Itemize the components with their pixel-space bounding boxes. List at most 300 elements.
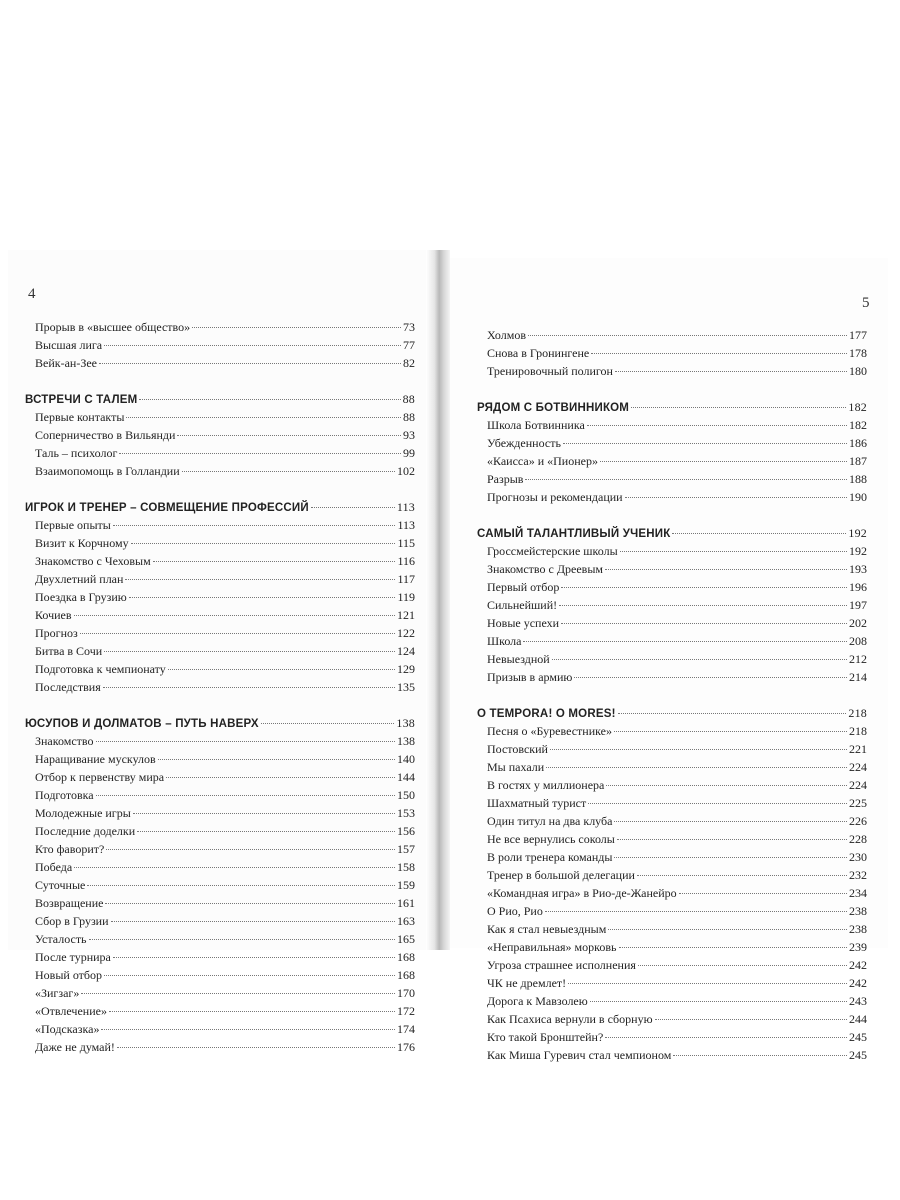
toc-entry-page: 177 <box>849 328 867 342</box>
toc-entry-title: «Каисса» и «Пионер» <box>487 454 598 468</box>
dot-leader <box>125 579 395 580</box>
toc-entry <box>477 740 867 758</box>
toc-entry <box>477 668 867 686</box>
toc-entry-page: 228 <box>849 832 867 846</box>
toc-entry-title: Не все вернулись соколы <box>487 832 615 846</box>
dot-leader <box>131 543 396 544</box>
toc-entry-page: 88 <box>403 410 415 424</box>
toc-entry-page: 244 <box>849 1012 867 1026</box>
dot-leader <box>559 605 847 606</box>
dot-leader <box>525 479 847 480</box>
dot-leader <box>129 597 396 598</box>
toc-entry <box>477 542 867 560</box>
toc-entry-page: 144 <box>397 770 415 784</box>
dot-leader <box>166 777 395 778</box>
toc-entry <box>25 876 415 894</box>
toc-entry-title: Холмов <box>487 328 526 342</box>
toc-entry-page: 245 <box>849 1030 867 1044</box>
toc-section-heading <box>25 714 415 732</box>
toc-entry-title: Двухлетний план <box>35 572 124 586</box>
toc-entry-page: 113 <box>397 518 415 532</box>
dot-leader <box>625 497 847 498</box>
toc-section-heading <box>477 704 867 722</box>
toc-entry-title: Молодежные игры <box>35 806 131 820</box>
toc-entry-title: Даже не думай! <box>35 1040 115 1054</box>
toc-entry-title: Постовский <box>487 742 548 756</box>
toc-entry-page: 232 <box>849 868 867 882</box>
toc-entry-title: Битва в Сочи <box>35 644 103 658</box>
toc-entry-title: Песня о «Буревестнике» <box>487 724 612 738</box>
toc-entry-title: Разрыв <box>487 472 524 486</box>
toc-entry-page: 102 <box>397 464 415 478</box>
toc-entry-title: Как Псахиса вернули в сборную <box>487 1012 653 1026</box>
toc-entry <box>477 1046 867 1064</box>
dot-leader <box>104 651 395 652</box>
toc-entry-page: 192 <box>848 526 867 540</box>
dot-leader <box>679 893 847 894</box>
toc-entry-page: 178 <box>849 346 867 360</box>
toc-entry <box>25 642 415 660</box>
toc-entry <box>477 362 867 380</box>
dot-leader <box>550 749 847 750</box>
toc-entry-page: 197 <box>849 598 867 612</box>
toc-entry-page: 115 <box>397 536 415 550</box>
toc-entry-title: Новые успехи <box>487 616 560 630</box>
toc-entry-title: После турнира <box>35 950 111 964</box>
toc-entry-title: В роли тренера команды <box>487 850 613 864</box>
dot-leader <box>619 947 847 948</box>
toc-entry-title: «Отвлечение» <box>35 1004 107 1018</box>
toc-entry <box>25 732 415 750</box>
toc-entry-title: Взаимопомощь в Голландии <box>35 464 180 478</box>
toc-entry-title: «Подсказка» <box>35 1022 100 1036</box>
dot-leader <box>137 831 395 832</box>
toc-entry <box>477 902 867 920</box>
dot-leader <box>81 993 395 994</box>
toc-entry-page: 119 <box>397 590 415 604</box>
dot-leader <box>608 929 847 930</box>
toc-entry-page: 238 <box>849 922 867 936</box>
dot-leader <box>311 507 395 508</box>
dot-leader <box>587 425 847 426</box>
dot-leader <box>104 975 395 976</box>
toc-entry-title: Сбор в Грузии <box>35 914 109 928</box>
toc-entry-page: 99 <box>403 446 415 460</box>
dot-leader <box>74 615 395 616</box>
dot-leader <box>153 561 396 562</box>
toc-entry-title: Подготовка к чемпионату <box>35 662 166 676</box>
toc-entry <box>477 470 867 488</box>
toc-entry-page: 238 <box>849 904 867 918</box>
right-table-of-contents <box>477 326 867 1064</box>
dot-leader <box>96 741 396 742</box>
toc-entry <box>477 614 867 632</box>
toc-entry-page: 161 <box>397 896 415 910</box>
toc-entry <box>477 1028 867 1046</box>
toc-entry-title: Первый отбор <box>487 580 560 594</box>
toc-entry-title: О Рио, Рио <box>487 904 543 918</box>
dot-leader <box>113 525 396 526</box>
toc-entry-title: Отбор к первенству мира <box>35 770 165 784</box>
dot-leader <box>615 371 847 372</box>
toc-entry-title: Первые опыты <box>35 518 111 532</box>
dot-leader <box>101 1029 395 1030</box>
toc-entry-title: Тренировочный полигон <box>487 364 613 378</box>
toc-entry-page: 138 <box>396 716 415 730</box>
toc-entry-page: 163 <box>397 914 415 928</box>
toc-entry <box>477 848 867 866</box>
toc-entry <box>477 596 867 614</box>
section-spacer <box>25 372 415 390</box>
toc-entry-title: Один титул на два клуба <box>487 814 613 828</box>
toc-entry-page: 172 <box>397 1004 415 1018</box>
toc-entry-page: 188 <box>849 472 867 486</box>
toc-entry-title: Дорога к Мавзолею <box>487 994 588 1008</box>
toc-entry-title: РЯДОМ С БОТВИННИКОМ <box>477 402 630 414</box>
toc-entry-page: 212 <box>849 652 867 666</box>
toc-entry <box>477 992 867 1010</box>
toc-entry <box>477 632 867 650</box>
toc-entry <box>25 552 415 570</box>
dot-leader <box>546 767 847 768</box>
toc-entry-title: Знакомство <box>35 734 94 748</box>
toc-entry-title: Визит к Корчному <box>35 536 129 550</box>
right-page-number: 5 <box>862 295 870 311</box>
toc-entry <box>25 750 415 768</box>
toc-entry <box>25 516 415 534</box>
dot-leader <box>168 669 395 670</box>
dot-leader <box>588 803 847 804</box>
dot-leader <box>672 533 846 534</box>
toc-entry <box>25 606 415 624</box>
toc-entry-page: 196 <box>849 580 867 594</box>
toc-entry-page: 218 <box>849 724 867 738</box>
toc-entry-title: Наращивание мускулов <box>35 752 156 766</box>
toc-entry-title: Кто такой Бронштейн? <box>487 1030 604 1044</box>
toc-entry-title: Кочиев <box>35 608 72 622</box>
toc-entry-page: 226 <box>849 814 867 828</box>
toc-entry <box>25 786 415 804</box>
toc-entry <box>477 416 867 434</box>
dot-leader <box>618 713 847 714</box>
left-page-number: 4 <box>28 286 36 302</box>
toc-entry-page: 242 <box>849 976 867 990</box>
toc-entry-title: Знакомство с Чеховым <box>35 554 151 568</box>
toc-entry-page: 239 <box>849 940 867 954</box>
toc-entry-page: 138 <box>397 734 415 748</box>
dot-leader <box>106 849 395 850</box>
toc-entry-title: Поездка в Грузию <box>35 590 127 604</box>
toc-entry-title: Победа <box>35 860 73 874</box>
dot-leader <box>99 363 401 364</box>
dot-leader <box>177 435 401 436</box>
toc-entry-page: 93 <box>403 428 415 442</box>
toc-entry-page: 221 <box>849 742 867 756</box>
dot-leader <box>600 461 847 462</box>
dot-leader <box>74 867 395 868</box>
toc-entry-page: 192 <box>849 544 867 558</box>
dot-leader <box>620 551 847 552</box>
toc-entry-page: 242 <box>849 958 867 972</box>
toc-entry-page: 243 <box>849 994 867 1008</box>
toc-entry-title: В гостях у миллионера <box>487 778 605 792</box>
toc-entry-title: Как Миша Гуревич стал чемпионом <box>487 1048 672 1062</box>
toc-entry-title: Сильнейший! <box>487 598 558 612</box>
toc-entry-title: Последние доделки <box>35 824 136 838</box>
toc-entry-page: 124 <box>397 644 415 658</box>
toc-entry <box>477 560 867 578</box>
toc-entry <box>25 948 415 966</box>
toc-entry-page: 202 <box>849 616 867 630</box>
dot-leader <box>637 875 847 876</box>
dot-leader <box>561 587 847 588</box>
dot-leader <box>192 327 401 328</box>
toc-entry-title: Как я стал невыездным <box>487 922 607 936</box>
toc-entry-page: 168 <box>397 968 415 982</box>
dot-leader <box>104 345 401 346</box>
toc-entry-page: 129 <box>397 662 415 676</box>
toc-entry-title: Мы пахали <box>487 760 545 774</box>
toc-entry <box>25 1038 415 1056</box>
dot-leader <box>133 813 395 814</box>
toc-entry <box>477 452 867 470</box>
dot-leader <box>545 911 847 912</box>
toc-entry <box>477 650 867 668</box>
toc-entry-page: 170 <box>397 986 415 1000</box>
toc-entry-title: Школа <box>487 634 522 648</box>
toc-entry <box>25 462 415 480</box>
toc-entry-title: Гроссмейстерские школы <box>487 544 618 558</box>
toc-entry <box>477 812 867 830</box>
toc-entry-title: «Зигзаг» <box>35 986 80 1000</box>
toc-entry <box>477 866 867 884</box>
toc-entry-page: 73 <box>403 320 415 334</box>
dot-leader <box>158 759 395 760</box>
toc-entry <box>25 336 415 354</box>
toc-entry <box>25 1020 415 1038</box>
dot-leader <box>614 731 847 732</box>
toc-entry-title: Шахматный турист <box>487 796 587 810</box>
toc-entry-title: Подготовка <box>35 788 94 802</box>
toc-entry <box>25 1002 415 1020</box>
dot-leader <box>126 417 401 418</box>
toc-entry-page: 182 <box>848 400 867 414</box>
dot-leader <box>591 353 847 354</box>
toc-entry-title: Вейк-ан-Зее <box>35 356 97 370</box>
toc-entry <box>25 966 415 984</box>
toc-section-heading <box>25 390 415 408</box>
toc-entry <box>477 884 867 902</box>
dot-leader <box>655 1019 847 1020</box>
toc-entry-title: Угроза страшнее исполнения <box>487 958 636 972</box>
toc-entry-title: Высшая лига <box>35 338 103 352</box>
section-spacer <box>25 480 415 498</box>
toc-entry-title: САМЫЙ ТАЛАНТЛИВЫЙ УЧЕНИК <box>477 528 671 540</box>
dot-leader <box>673 1055 847 1056</box>
dot-leader <box>105 903 395 904</box>
toc-entry-page: 140 <box>397 752 415 766</box>
toc-entry <box>25 804 415 822</box>
section-spacer <box>477 506 867 524</box>
toc-entry <box>477 794 867 812</box>
toc-entry-page: 224 <box>849 760 867 774</box>
toc-section-heading <box>25 498 415 516</box>
toc-entry-page: 180 <box>849 364 867 378</box>
toc-entry-page: 245 <box>849 1048 867 1062</box>
toc-entry-title: Прогноз <box>35 626 78 640</box>
toc-entry <box>25 426 415 444</box>
toc-entry-page: 208 <box>849 634 867 648</box>
toc-entry-title: Призыв в армию <box>487 670 573 684</box>
dot-leader <box>182 471 395 472</box>
toc-entry <box>25 822 415 840</box>
toc-entry-title: Первые контакты <box>35 410 125 424</box>
dot-leader <box>111 921 395 922</box>
dot-leader <box>523 641 847 642</box>
left-table-of-contents <box>25 318 415 1056</box>
toc-entry-page: 218 <box>848 706 867 720</box>
toc-entry-title: Знакомство с Дреевым <box>487 562 603 576</box>
toc-entry <box>25 984 415 1002</box>
toc-entry <box>25 570 415 588</box>
toc-entry-page: 176 <box>397 1040 415 1054</box>
toc-entry-page: 158 <box>397 860 415 874</box>
toc-entry-title: «Неправильная» морковь <box>487 940 617 954</box>
toc-entry-title: Прогнозы и рекомендации <box>487 490 623 504</box>
toc-entry <box>477 722 867 740</box>
toc-entry <box>477 344 867 362</box>
toc-entry <box>477 938 867 956</box>
toc-entry-title: Суточные <box>35 878 86 892</box>
dot-leader <box>109 1011 395 1012</box>
dot-leader <box>617 839 847 840</box>
dot-leader <box>606 785 847 786</box>
toc-entry <box>25 408 415 426</box>
toc-entry-title: O TEMPORA! O MORES! <box>477 708 616 720</box>
toc-entry <box>477 920 867 938</box>
toc-entry-page: 113 <box>396 500 415 514</box>
toc-entry-title: Последствия <box>35 680 101 694</box>
toc-entry-page: 193 <box>849 562 867 576</box>
toc-entry-title: Усталость <box>35 932 87 946</box>
toc-entry <box>25 894 415 912</box>
toc-entry <box>477 1010 867 1028</box>
toc-entry-page: 186 <box>849 436 867 450</box>
dot-leader <box>87 885 395 886</box>
toc-entry-title: Тренер в большой делегации <box>487 868 635 882</box>
dot-leader <box>614 857 847 858</box>
toc-entry <box>25 318 415 336</box>
toc-entry-title: Соперничество в Вильянди <box>35 428 176 442</box>
toc-entry-title: Кто фаворит? <box>35 842 105 856</box>
toc-entry-page: 88 <box>402 392 415 406</box>
toc-entry <box>25 660 415 678</box>
dot-leader <box>568 983 847 984</box>
toc-entry-page: 168 <box>397 950 415 964</box>
section-spacer <box>477 686 867 704</box>
dot-leader <box>117 1047 395 1048</box>
toc-entry-page: 157 <box>397 842 415 856</box>
toc-entry-title: ЧК не дремлет! <box>487 976 567 990</box>
toc-entry <box>25 930 415 948</box>
toc-entry-page: 159 <box>397 878 415 892</box>
toc-entry-title: «Командная игра» в Рио-де-Жанейро <box>487 886 677 900</box>
dot-leader <box>528 335 847 336</box>
toc-entry <box>25 858 415 876</box>
toc-entry <box>25 534 415 552</box>
toc-entry-page: 224 <box>849 778 867 792</box>
dot-leader <box>139 399 400 400</box>
toc-entry <box>25 444 415 462</box>
toc-entry <box>477 488 867 506</box>
dot-leader <box>563 443 847 444</box>
toc-entry-title: Школа Ботвинника <box>487 418 585 432</box>
toc-entry-title: Возвращение <box>35 896 104 910</box>
dot-leader <box>638 965 847 966</box>
toc-section-heading <box>477 524 867 542</box>
toc-entry <box>477 758 867 776</box>
dot-leader <box>103 687 395 688</box>
toc-entry <box>477 434 867 452</box>
toc-entry-title: ВСТРЕЧИ С ТАЛЕМ <box>25 394 138 406</box>
toc-entry <box>25 840 415 858</box>
toc-entry-title: Невыездной <box>487 652 550 666</box>
toc-entry-page: 150 <box>397 788 415 802</box>
dot-leader <box>261 723 395 724</box>
toc-entry <box>477 956 867 974</box>
toc-entry <box>25 354 415 372</box>
toc-entry-page: 153 <box>397 806 415 820</box>
toc-entry <box>25 588 415 606</box>
toc-entry <box>25 678 415 696</box>
toc-entry-page: 174 <box>397 1022 415 1036</box>
toc-entry-page: 135 <box>397 680 415 694</box>
toc-entry-title: Таль – психолог <box>35 446 118 460</box>
dot-leader <box>80 633 395 634</box>
dot-leader <box>119 453 401 454</box>
dot-leader <box>614 821 847 822</box>
dot-leader <box>89 939 395 940</box>
dot-leader <box>552 659 847 660</box>
toc-entry-title: ЮСУПОВ И ДОЛМАТОВ – ПУТЬ НАВЕРХ <box>25 718 259 730</box>
dot-leader <box>96 795 395 796</box>
section-spacer <box>25 696 415 714</box>
toc-entry-page: 182 <box>849 418 867 432</box>
toc-entry-page: 77 <box>403 338 415 352</box>
toc-entry <box>25 912 415 930</box>
toc-entry-page: 122 <box>397 626 415 640</box>
toc-entry-page: 190 <box>849 490 867 504</box>
toc-entry <box>477 974 867 992</box>
toc-entry-title: Снова в Гронингене <box>487 346 590 360</box>
toc-entry-title: Убежденность <box>487 436 561 450</box>
book-gutter <box>426 250 450 950</box>
dot-leader <box>561 623 847 624</box>
toc-entry-page: 165 <box>397 932 415 946</box>
toc-entry <box>25 624 415 642</box>
dot-leader <box>590 1001 847 1002</box>
toc-entry <box>477 578 867 596</box>
toc-entry-page: 225 <box>849 796 867 810</box>
toc-entry-page: 230 <box>849 850 867 864</box>
toc-section-heading <box>477 398 867 416</box>
dot-leader <box>631 407 846 408</box>
section-spacer <box>477 380 867 398</box>
toc-entry-page: 117 <box>397 572 415 586</box>
toc-entry <box>25 768 415 786</box>
dot-leader <box>574 677 847 678</box>
toc-entry-page: 156 <box>397 824 415 838</box>
